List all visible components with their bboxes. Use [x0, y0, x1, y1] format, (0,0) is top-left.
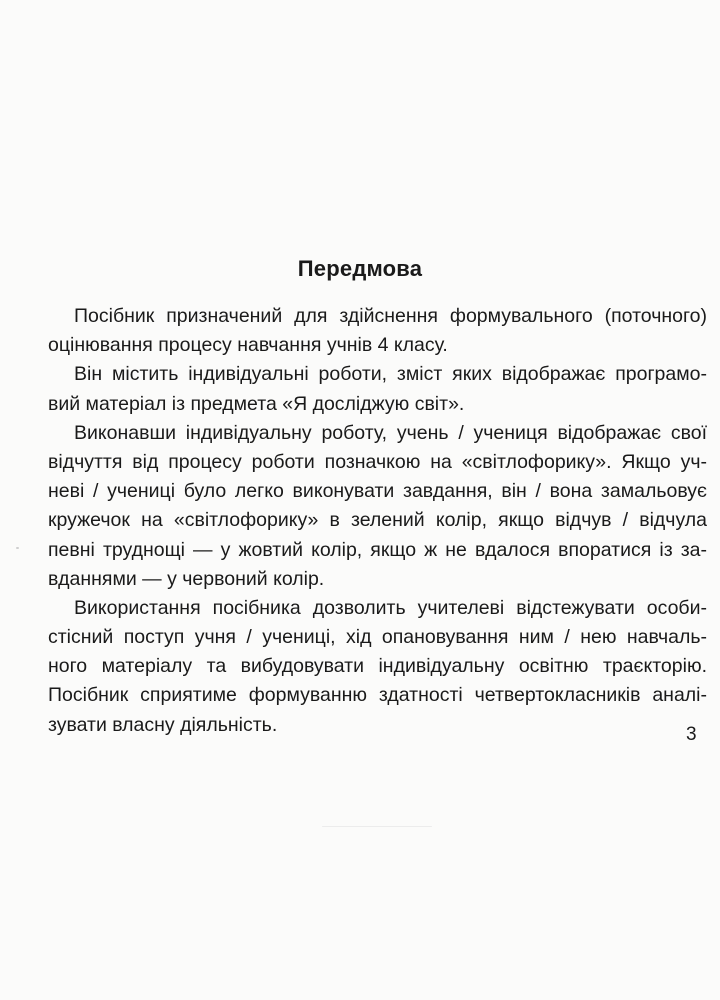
text-line: Посібник сприятиме формуванню здатності четвертокласників аналі- — [48, 684, 707, 707]
text-line: зувати власну діяльність. — [48, 713, 278, 736]
text-line: Посібник призначений для здійснення формувального (поточного) — [74, 305, 707, 327]
paragraph-3 — [48, 419, 707, 594]
paragraph-2 — [48, 360, 707, 418]
scan-speck — [322, 826, 432, 827]
text-line: кружечок на «світлофорику» в зелений колір, якщо відчув / відчула — [48, 509, 707, 532]
text-line: Використання посібника дозволить учителеві відстежувати особи- — [74, 596, 707, 619]
text-line: певні труднощі — у жовтий колір, якщо ж не вдалося впоратися із за- — [48, 538, 707, 561]
text-line: Виконавши індивідуальну роботу, учень / учениця відображає свої — [74, 421, 707, 444]
text-line: неві / учениці було легко виконувати завдання, він / вона замальовує — [48, 480, 707, 503]
text-line: ного матеріалу та вибудовувати індивідуальну освітню траєкторію. — [48, 655, 707, 678]
paragraph-4 — [48, 594, 707, 740]
foreword-body — [48, 302, 707, 740]
text-line: вий матеріал із предмета «Я досліджую світ». — [48, 392, 465, 415]
text-line: оцінювання процесу навчання учнів 4 класу. — [48, 334, 448, 357]
page-number: 3 — [686, 724, 697, 745]
text-line: стісний поступ учня / учениці, хід опановування ним / нею навчаль- — [48, 626, 707, 649]
page-title: Передмова — [297, 256, 423, 281]
text-line: відчуття від процесу роботи позначкою на «світлофорику». Якщо уч- — [48, 450, 707, 473]
text-line: Він містить індивідуальні роботи, зміст яких відображає програмо- — [74, 363, 707, 386]
paragraph-1 — [48, 302, 707, 360]
text-line: вданнями — у червоний колір. — [48, 567, 325, 590]
scan-speck — [16, 547, 19, 549]
